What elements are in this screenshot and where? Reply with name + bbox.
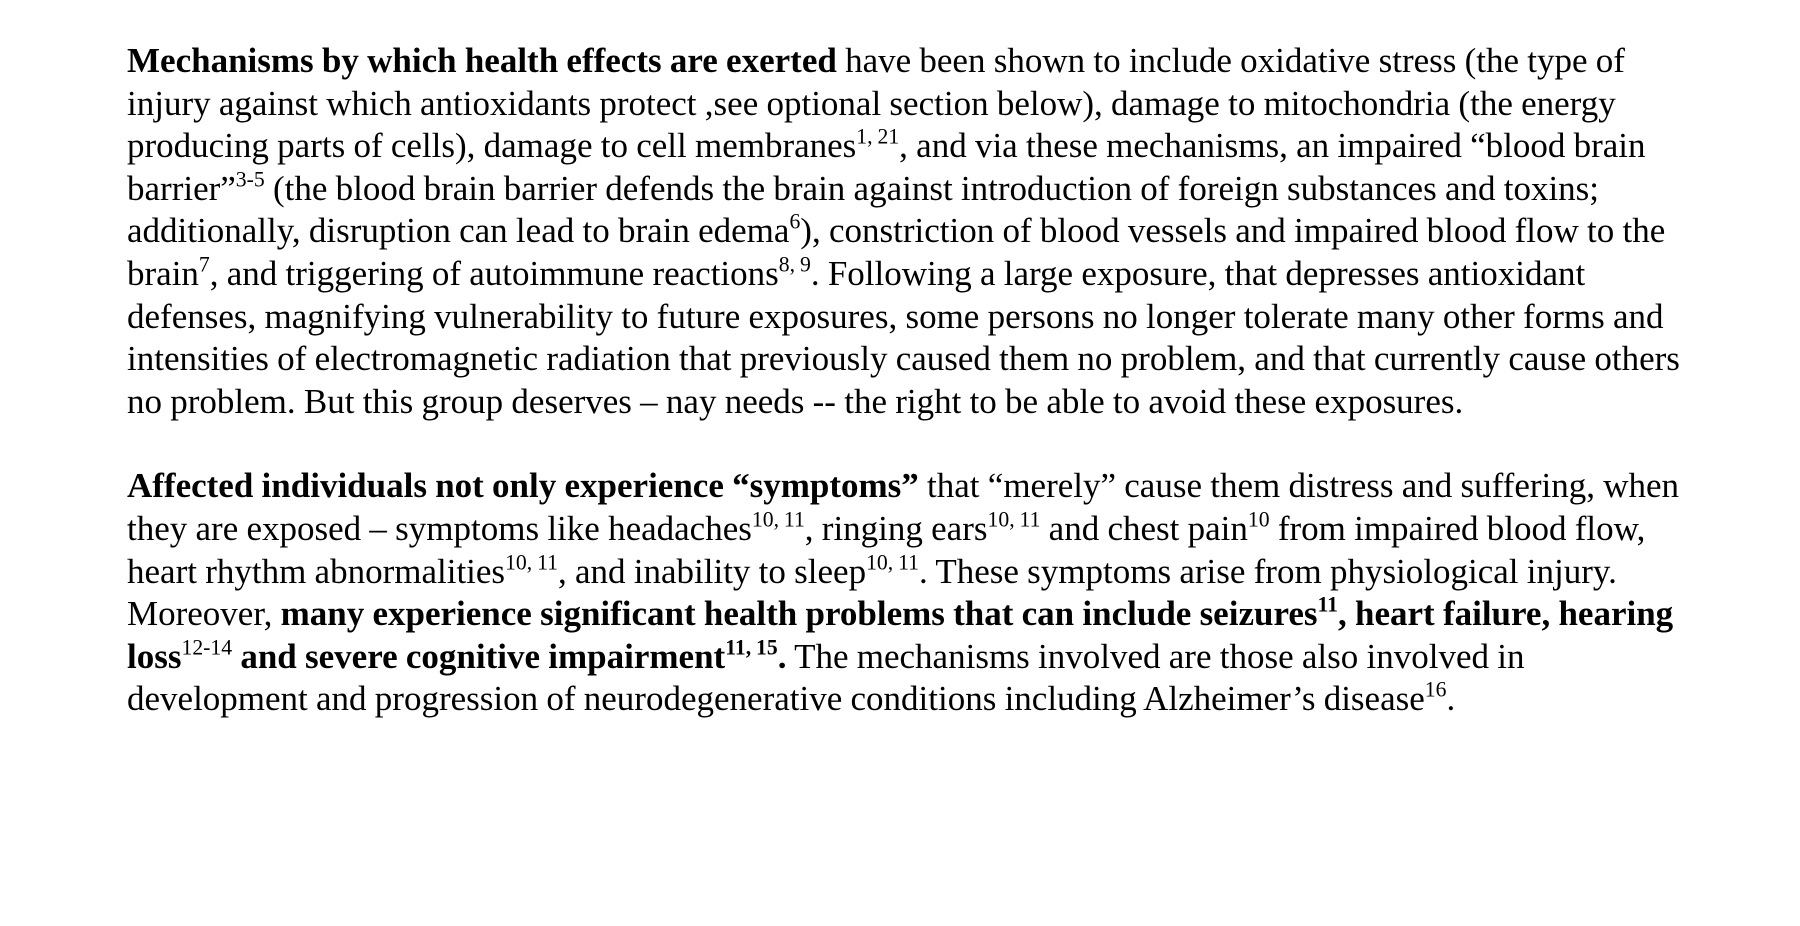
- text-run: , ringing ears: [804, 508, 988, 548]
- text-run: , and inability to sleep: [557, 551, 867, 591]
- text-run: (the blood brain barrier defends the brain against introduction of foreign substances and toxins; additionally, disruption can lead to brain edema: [127, 168, 1600, 251]
- citation-superscript: 10, 11: [866, 550, 919, 575]
- citation-superscript: 10, 11: [987, 507, 1041, 532]
- text-run: ), constriction of blood vessels and impaired blood flow to the brain: [127, 211, 1666, 293]
- citation-superscript: 3-5: [235, 167, 265, 192]
- document-page: [127, 40, 1697, 721]
- text-run: that “merely” cause them distress and suffering, when they are exposed – symptoms like headaches: [127, 466, 1680, 548]
- citation-superscript: 10: [1247, 507, 1270, 532]
- citation-superscript: 16: [1424, 677, 1447, 702]
- citation-superscript: 10, 11: [751, 507, 805, 532]
- citation-superscript: 7: [198, 252, 210, 277]
- text-run: , and triggering of autoimmune reactions: [209, 253, 779, 293]
- bold-text-run: many experience significant health problems that can include seizures: [280, 594, 1318, 634]
- bold-text-run: and severe cognitive impairment: [232, 636, 726, 676]
- paragraph-mechanisms: [127, 40, 1697, 423]
- text-run: . Following a large exposure, that depresses antioxidant defenses, magnifying vulnerability to future exposures, some persons no longer tolerate many other forms and intensities of electromagnetic radiation that previously caused them no problem, and that currently cause others no problem. But this group deserves – nay needs -- the right to be able to avoid these exposures.: [127, 253, 1680, 421]
- citation-superscript: 11: [1317, 592, 1339, 617]
- text-run: . These symptoms arise from physiological injury. Moreover,: [127, 551, 1617, 634]
- bold-text-run: Mechanisms by which health effects are exerted: [127, 41, 837, 80]
- text-run: and chest pain: [1040, 508, 1248, 548]
- text-run: .: [1446, 679, 1456, 719]
- text-run: from impaired blood flow, heart rhythm abnormalities: [127, 508, 1646, 591]
- citation-superscript: 1, 21: [856, 124, 900, 149]
- bold-text-run: , heart failure, hearing loss: [127, 594, 1674, 676]
- bold-text-run: .: [777, 636, 787, 676]
- citation-superscript: 10, 11: [505, 550, 558, 575]
- citation-superscript: 8, 9: [778, 252, 811, 277]
- citation-superscript: 6: [789, 209, 801, 234]
- text-run: , and via these mechanisms, an impaired “blood brain barrier”: [127, 126, 1646, 208]
- text-run: have been shown to include oxidative stress (the type of injury against which antioxidants protect ,see optional section below), damage to mitochondria (the energy producing parts of cells), damage to cell membranes: [127, 41, 1625, 166]
- citation-superscript: 11, 15: [725, 635, 778, 660]
- bold-text-run: Affected individuals not only experience “symptoms”: [127, 466, 919, 506]
- paragraph-affected-individuals: [127, 465, 1697, 721]
- citation-superscript: 12-14: [181, 635, 233, 660]
- text-run: The mechanisms involved are those also involved in development and progression of neurodegenerative conditions including Alzheimer’s disease: [127, 636, 1525, 719]
